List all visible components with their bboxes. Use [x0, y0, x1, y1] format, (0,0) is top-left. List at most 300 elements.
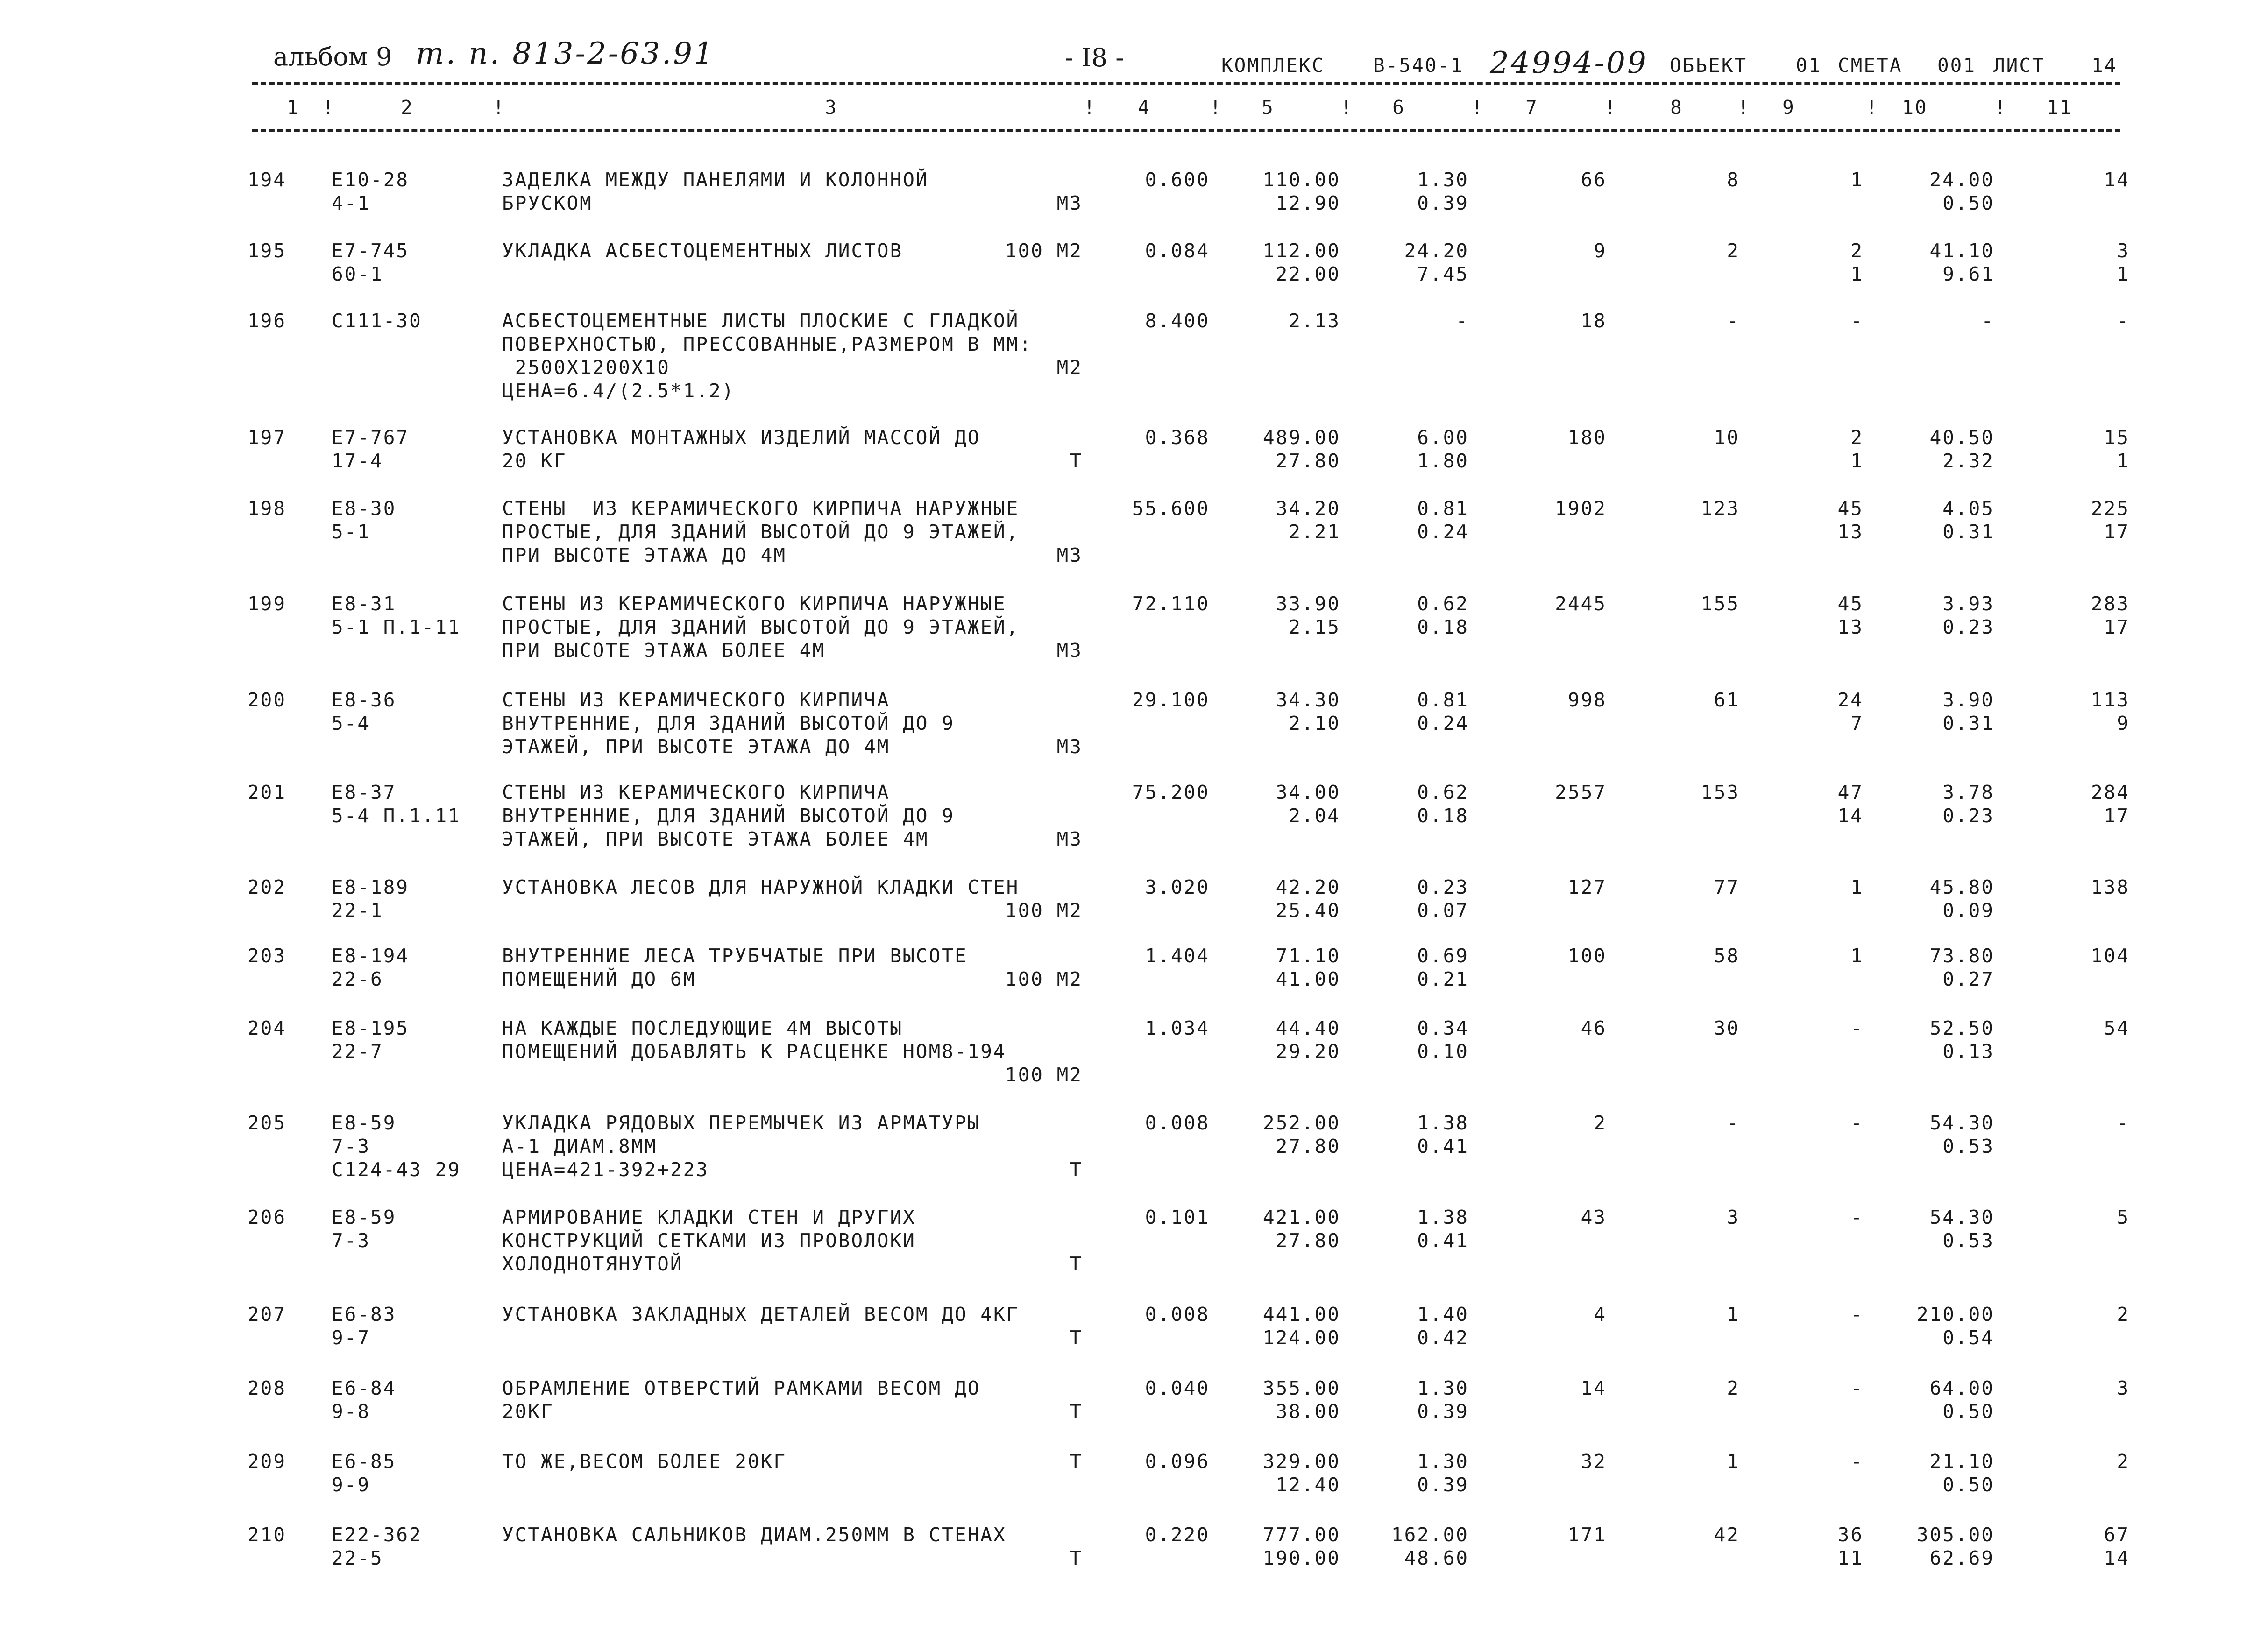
value-c9: 14: [1837, 804, 1864, 827]
column-number: 2: [401, 96, 414, 119]
estimate-number: 001: [1937, 54, 1977, 77]
unit-of-measure: М3: [1056, 639, 1083, 662]
norm-code: E8-59: [332, 1206, 397, 1228]
row-number: 206: [248, 1206, 287, 1228]
column-separator: !: [1084, 96, 1097, 119]
value-c10: 64.00: [1929, 1377, 1994, 1399]
norm-code: 9-8: [332, 1400, 371, 1423]
value-c6: 0.18: [1417, 616, 1469, 638]
unit-of-measure: М2: [1056, 356, 1083, 379]
value-c6: 0.41: [1417, 1135, 1469, 1157]
value-c10: 54.30: [1929, 1112, 1994, 1134]
value-c8: 42: [1714, 1524, 1740, 1546]
norm-code: 5-1 П.1-11: [332, 616, 461, 638]
value-c9: 1: [1850, 169, 1864, 191]
norm-code: E8-37: [332, 781, 397, 804]
work-description: ЦЕНА=6.4/(2.5*1.2): [502, 380, 735, 402]
estimate-label: СМЕТА: [1838, 54, 1903, 77]
value-c6: 0.23: [1417, 876, 1469, 898]
value-c10: 54.30: [1929, 1206, 1994, 1228]
unit-of-measure: 100 М2: [1005, 968, 1083, 990]
value-c6: 0.24: [1417, 521, 1469, 543]
value-c11: 54: [2104, 1017, 2130, 1039]
value-c5: 252.00: [1262, 1112, 1340, 1134]
work-description: БРУСКОМ: [502, 192, 593, 214]
value-c10: 0.31: [1942, 712, 1994, 734]
unit-of-measure: Т: [1070, 450, 1083, 472]
value-c11: 5: [2117, 1206, 2130, 1228]
row-number: 200: [248, 689, 287, 711]
value-c5: 2.10: [1289, 712, 1340, 734]
value-c11: 1: [2117, 263, 2130, 285]
norm-code: E6-85: [332, 1450, 397, 1473]
value-c11: -: [2117, 1112, 2130, 1134]
value-c5: 2.04: [1289, 804, 1340, 827]
value-c7: 180: [1567, 426, 1607, 449]
object-number: 01: [1796, 54, 1822, 77]
work-description: УСТАНОВКА САЛЬНИКОВ ДИАМ.250ММ В СТЕНАХ: [502, 1524, 1006, 1546]
value-c9: -: [1850, 310, 1864, 332]
value-c6: 0.18: [1417, 804, 1469, 827]
value-c5: 441.00: [1262, 1303, 1340, 1326]
value-c10: 24.00: [1929, 169, 1994, 191]
value-c6: 1.30: [1417, 169, 1469, 191]
value-c11: 3: [2117, 240, 2130, 262]
object-label: ОБЬЕКТ: [1670, 54, 1748, 77]
work-description: ПРОСТЫЕ, ДЛЯ ЗДАНИЙ ВЫСОТОЙ ДО 9 ЭТАЖЕЙ,: [502, 521, 1020, 543]
row-number: 196: [248, 310, 287, 332]
value-c11: 17: [2104, 521, 2130, 543]
value-c6: 0.41: [1417, 1229, 1469, 1252]
work-description: ПОМЕЩЕНИЙ ДОБАВЛЯТЬ К РАСЦЕНКЕ НОМ8-194: [502, 1040, 1006, 1063]
value-c10: 0.27: [1942, 968, 1994, 990]
value-c6: 0.34: [1417, 1017, 1469, 1039]
value-c8: -: [1727, 1112, 1740, 1134]
value-c8: 153: [1701, 781, 1740, 804]
value-c9: -: [1850, 1112, 1864, 1134]
work-description: ЭТАЖЕЙ, ПРИ ВЫСОТЕ ЭТАЖА ДО 4М: [502, 735, 890, 758]
work-description: КОНСТРУКЦИЙ СЕТКАМИ ИЗ ПРОВОЛОКИ: [502, 1229, 916, 1252]
work-description: А-1 ДИАМ.8ММ: [502, 1135, 658, 1157]
quantity: 1.034: [1145, 1017, 1210, 1039]
value-c5: 355.00: [1262, 1377, 1340, 1399]
value-c8: -: [1727, 310, 1740, 332]
value-c7: 66: [1581, 169, 1607, 191]
value-c6: 0.81: [1417, 497, 1469, 520]
work-description: СТЕНЫ ИЗ КЕРАМИЧЕСКОГО КИРПИЧА: [502, 781, 890, 804]
value-c5: 44.40: [1276, 1017, 1340, 1039]
column-number: 8: [1670, 96, 1683, 119]
value-c5: 124.00: [1262, 1326, 1340, 1349]
quantity: 0.600: [1145, 169, 1210, 191]
norm-code: C124-43 29: [332, 1158, 461, 1181]
value-c10: 73.80: [1929, 945, 1994, 967]
value-c11: 284: [2091, 781, 2130, 804]
value-c8: 1: [1727, 1303, 1740, 1326]
unit-of-measure: Т: [1070, 1400, 1083, 1423]
unit-of-measure: М3: [1056, 544, 1083, 566]
value-c5: 12.90: [1276, 192, 1340, 214]
work-description: ВНУТРЕННИЕ, ДЛЯ ЗДАНИЙ ВЫСОТОЙ ДО 9: [502, 712, 955, 734]
norm-code: 22-5: [332, 1547, 383, 1569]
value-c11: 3: [2117, 1377, 2130, 1399]
value-c11: 225: [2091, 497, 2130, 520]
value-c11: 17: [2104, 616, 2130, 638]
norm-code: 5-4: [332, 712, 371, 734]
value-c11: 14: [2104, 1547, 2130, 1569]
value-c8: 155: [1701, 593, 1740, 615]
value-c6: 0.62: [1417, 781, 1469, 804]
unit-of-measure: Т: [1070, 1253, 1083, 1275]
value-c10: 0.23: [1942, 804, 1994, 827]
row-number: 202: [248, 876, 287, 898]
value-c7: 18: [1581, 310, 1607, 332]
handwritten-code: 24994-09: [1490, 46, 1648, 80]
value-c10: 4.05: [1942, 497, 1994, 520]
value-c8: 30: [1714, 1017, 1740, 1039]
work-description: ПОМЕЩЕНИЙ ДО 6М: [502, 968, 696, 990]
value-c10: 0.31: [1942, 521, 1994, 543]
value-c7: 2: [1594, 1112, 1607, 1134]
value-c9: 13: [1837, 616, 1864, 638]
norm-code: 5-1: [332, 521, 371, 543]
value-c6: 0.24: [1417, 712, 1469, 734]
value-c7: 998: [1567, 689, 1607, 711]
unit-of-measure: Т: [1070, 1326, 1083, 1349]
value-c5: 27.80: [1276, 1229, 1340, 1252]
sheet-number: 14: [2091, 54, 2118, 77]
value-c5: 34.00: [1276, 781, 1340, 804]
value-c8: 77: [1714, 876, 1740, 898]
value-c9: 45: [1837, 593, 1864, 615]
work-description: ХОЛОДНОТЯНУТОЙ: [502, 1253, 683, 1275]
value-c6: 48.60: [1404, 1547, 1469, 1569]
value-c6: 1.80: [1417, 450, 1469, 472]
row-number: 195: [248, 240, 287, 262]
work-description: 20КГ: [502, 1400, 554, 1423]
value-c6: 1.38: [1417, 1206, 1469, 1228]
quantity: 0.008: [1145, 1303, 1210, 1326]
value-c5: 110.00: [1262, 169, 1340, 191]
value-c9: 2: [1850, 240, 1864, 262]
value-c10: 0.50: [1942, 1474, 1994, 1496]
value-c9: -: [1850, 1450, 1864, 1473]
work-description: УСТАНОВКА ЗАКЛАДНЫХ ДЕТАЛЕЙ ВЕСОМ ДО 4КГ: [502, 1303, 1020, 1326]
column-number: 7: [1525, 96, 1538, 119]
norm-code: E6-83: [332, 1303, 397, 1326]
value-c7: 9: [1594, 240, 1607, 262]
norm-code: 22-6: [332, 968, 383, 990]
work-description: УКЛАДКА РЯДОВЫХ ПЕРЕМЫЧЕК ИЗ АРМАТУРЫ: [502, 1112, 981, 1134]
quantity: 0.220: [1145, 1524, 1210, 1546]
value-c10: 0.23: [1942, 616, 1994, 638]
value-c11: 1: [2117, 450, 2130, 472]
norm-code: 7-3: [332, 1229, 371, 1252]
norm-code: E10-28: [332, 169, 410, 191]
value-c5: 29.20: [1276, 1040, 1340, 1063]
value-c10: 0.50: [1942, 1400, 1994, 1423]
value-c9: 1: [1850, 945, 1864, 967]
row-number: 209: [248, 1450, 287, 1473]
unit-of-measure: М3: [1056, 192, 1083, 214]
row-number: 204: [248, 1017, 287, 1039]
value-c6: 1.38: [1417, 1112, 1469, 1134]
norm-code: E8-59: [332, 1112, 397, 1134]
quantity: 29.100: [1132, 689, 1210, 711]
value-c6: 24.20: [1404, 240, 1469, 262]
value-c11: 113: [2091, 689, 2130, 711]
unit-of-measure: М3: [1056, 735, 1083, 758]
norm-code: 17-4: [332, 450, 383, 472]
value-c9: 2: [1850, 426, 1864, 449]
value-c5: 71.10: [1276, 945, 1340, 967]
value-c10: 45.80: [1929, 876, 1994, 898]
norm-code: E8-189: [332, 876, 410, 898]
value-c5: 489.00: [1262, 426, 1340, 449]
norm-code: E8-30: [332, 497, 397, 520]
column-number: 5: [1262, 96, 1275, 119]
value-c9: 45: [1837, 497, 1864, 520]
value-c6: 0.69: [1417, 945, 1469, 967]
norm-code: E22-362: [332, 1524, 422, 1546]
column-number: 1: [287, 96, 300, 119]
value-c10: 52.50: [1929, 1017, 1994, 1039]
work-description: ВНУТРЕННИЕ ЛЕСА ТРУБЧАТЫЕ ПРИ ВЫСОТЕ: [502, 945, 968, 967]
value-c9: 36: [1837, 1524, 1864, 1546]
value-c5: 38.00: [1276, 1400, 1340, 1423]
value-c7: 46: [1581, 1017, 1607, 1039]
value-c6: 0.39: [1417, 1400, 1469, 1423]
norm-code: E8-36: [332, 689, 397, 711]
norm-code: 22-7: [332, 1040, 383, 1063]
value-c11: 2: [2117, 1303, 2130, 1326]
value-c8: 8: [1727, 169, 1740, 191]
norm-code: 9-7: [332, 1326, 371, 1349]
value-c10: 0.54: [1942, 1326, 1994, 1349]
work-description: АРМИРОВАНИЕ КЛАДКИ СТЕН И ДРУГИХ: [502, 1206, 916, 1228]
quantity: 75.200: [1132, 781, 1210, 804]
value-c6: 0.21: [1417, 968, 1469, 990]
unit-of-measure: 100 М2: [1005, 1064, 1083, 1086]
work-description: ПОВЕРХНОСТЬЮ, ПРЕССОВАННЫЕ,РАЗМЕРОМ В ММ:: [502, 333, 1033, 355]
value-c9: 24: [1837, 689, 1864, 711]
value-c5: 2.15: [1289, 616, 1340, 638]
unit-of-measure: 100 М2: [1005, 240, 1083, 262]
value-c11: 9: [2117, 712, 2130, 734]
value-c10: 0.53: [1942, 1135, 1994, 1157]
value-c6: -: [1456, 310, 1469, 332]
value-c8: 123: [1701, 497, 1740, 520]
value-c8: 1: [1727, 1450, 1740, 1473]
value-c8: 58: [1714, 945, 1740, 967]
value-c10: 2.32: [1942, 450, 1994, 472]
value-c10: 3.90: [1942, 689, 1994, 711]
value-c6: 0.42: [1417, 1326, 1469, 1349]
value-c10: 21.10: [1929, 1450, 1994, 1473]
value-c6: 1.40: [1417, 1303, 1469, 1326]
quantity: 0.368: [1145, 426, 1210, 449]
value-c5: 27.80: [1276, 1135, 1340, 1157]
row-number: 207: [248, 1303, 287, 1326]
value-c10: 62.69: [1929, 1547, 1994, 1569]
project-number: т. п. 813-2-63.91: [416, 36, 715, 71]
row-number: 205: [248, 1112, 287, 1134]
work-description: ПРИ ВЫСОТЕ ЭТАЖА ДО 4М: [502, 544, 787, 566]
page-number: - I8 -: [1065, 43, 1124, 72]
column-number: 4: [1138, 96, 1151, 119]
value-c7: 4: [1594, 1303, 1607, 1326]
value-c10: 305.00: [1916, 1524, 1994, 1546]
complex-code: В-540-1: [1373, 54, 1464, 77]
work-description: УСТАНОВКА МОНТАЖНЫХ ИЗДЕЛИЙ МАССОЙ ДО: [502, 426, 981, 449]
value-c5: 41.00: [1276, 968, 1340, 990]
value-c9: 1: [1850, 876, 1864, 898]
value-c7: 14: [1581, 1377, 1607, 1399]
row-number: 198: [248, 497, 287, 520]
value-c9: -: [1850, 1017, 1864, 1039]
quantity: 55.600: [1132, 497, 1210, 520]
quantity: 0.040: [1145, 1377, 1210, 1399]
value-c8: 10: [1714, 426, 1740, 449]
row-number: 199: [248, 593, 287, 615]
value-c11: 2: [2117, 1450, 2130, 1473]
quantity: 8.400: [1145, 310, 1210, 332]
value-c10: 9.61: [1942, 263, 1994, 285]
work-description: СТЕНЫ ИЗ КЕРАМИЧЕСКОГО КИРПИЧА: [502, 689, 890, 711]
value-c10: 40.50: [1929, 426, 1994, 449]
header-rule-top: [252, 82, 2120, 85]
value-c5: 27.80: [1276, 450, 1340, 472]
value-c11: 67: [2104, 1524, 2130, 1546]
norm-code: E8-195: [332, 1017, 410, 1039]
value-c6: 0.39: [1417, 192, 1469, 214]
work-description: 2500Х1200Х10: [502, 356, 670, 379]
work-description: АСБЕСТОЦЕМЕНТНЫЕ ЛИСТЫ ПЛОСКИЕ С ГЛАДКОЙ: [502, 310, 1020, 332]
norm-code: 4-1: [332, 192, 371, 214]
work-description: 20 КГ: [502, 450, 567, 472]
value-c10: 0.13: [1942, 1040, 1994, 1063]
value-c5: 2.21: [1289, 521, 1340, 543]
row-number: 197: [248, 426, 287, 449]
value-c10: 0.53: [1942, 1229, 1994, 1252]
quantity: 0.008: [1145, 1112, 1210, 1134]
quantity: 3.020: [1145, 876, 1210, 898]
norm-code: E7-745: [332, 240, 410, 262]
value-c7: 2445: [1555, 593, 1607, 615]
work-description: ПРИ ВЫСОТЕ ЭТАЖА БОЛЕЕ 4М: [502, 639, 826, 662]
value-c10: -: [1981, 310, 1994, 332]
value-c10: 0.09: [1942, 899, 1994, 922]
value-c5: 34.30: [1276, 689, 1340, 711]
value-c5: 42.20: [1276, 876, 1340, 898]
norm-code: E7-767: [332, 426, 410, 449]
value-c6: 1.30: [1417, 1450, 1469, 1473]
norm-code: 9-9: [332, 1474, 371, 1496]
value-c9: 47: [1837, 781, 1864, 804]
value-c11: 138: [2091, 876, 2130, 898]
album-label: альбом 9: [273, 42, 392, 71]
column-separator: !: [1604, 96, 1617, 119]
norm-code: 7-3: [332, 1135, 371, 1157]
value-c6: 0.81: [1417, 689, 1469, 711]
work-description: ЗАДЕЛКА МЕЖДУ ПАНЕЛЯМИ И КОЛОННОЙ: [502, 169, 929, 191]
norm-code: 22-1: [332, 899, 383, 922]
norm-code: E8-31: [332, 593, 397, 615]
value-c5: 25.40: [1276, 899, 1340, 922]
value-c10: 210.00: [1916, 1303, 1994, 1326]
work-description: ОБРАМЛЕНИЕ ОТВЕРСТИЙ РАМКАМИ ВЕСОМ ДО: [502, 1377, 981, 1399]
work-description: ЦЕНА=421-392+223: [502, 1158, 709, 1181]
row-number: 194: [248, 169, 287, 191]
value-c11: 104: [2091, 945, 2130, 967]
value-c6: 162.00: [1391, 1524, 1469, 1546]
norm-code: C111-30: [332, 310, 422, 332]
value-c9: -: [1850, 1303, 1864, 1326]
unit-of-measure: М3: [1056, 828, 1083, 850]
header-rule-bottom: [252, 129, 2120, 132]
quantity: 0.101: [1145, 1206, 1210, 1228]
unit-of-measure: Т: [1070, 1547, 1083, 1569]
work-description: ВНУТРЕННИЕ, ДЛЯ ЗДАНИЙ ВЫСОТОЙ ДО 9: [502, 804, 955, 827]
column-separator: !: [1994, 96, 2007, 119]
column-number: 3: [825, 96, 838, 119]
column-number: 10: [1902, 96, 1928, 119]
unit-of-measure: Т: [1070, 1158, 1083, 1181]
value-c6: 6.00: [1417, 426, 1469, 449]
value-c11: 15: [2104, 426, 2130, 449]
quantity: 72.110: [1132, 593, 1210, 615]
value-c5: 33.90: [1276, 593, 1340, 615]
value-c11: 17: [2104, 804, 2130, 827]
value-c9: 1: [1850, 263, 1864, 285]
value-c5: 329.00: [1262, 1450, 1340, 1473]
value-c6: 0.62: [1417, 593, 1469, 615]
value-c9: -: [1850, 1377, 1864, 1399]
value-c5: 22.00: [1276, 263, 1340, 285]
value-c11: 14: [2104, 169, 2130, 191]
value-c10: 3.78: [1942, 781, 1994, 804]
work-description: СТЕНЫ ИЗ КЕРАМИЧЕСКОГО КИРПИЧА НАРУЖНЫЕ: [502, 497, 1020, 520]
value-c10: 3.93: [1942, 593, 1994, 615]
quantity: 0.084: [1145, 240, 1210, 262]
value-c6: 7.45: [1417, 263, 1469, 285]
value-c9: 13: [1837, 521, 1864, 543]
row-number: 201: [248, 781, 287, 804]
value-c10: 0.50: [1942, 192, 1994, 214]
work-description: УСТАНОВКА ЛЕСОВ ДЛЯ НАРУЖНОЙ КЛАДКИ СТЕН: [502, 876, 1020, 898]
column-separator: !: [322, 96, 335, 119]
work-description: ЭТАЖЕЙ, ПРИ ВЫСОТЕ ЭТАЖА БОЛЕЕ 4М: [502, 828, 929, 850]
value-c5: 421.00: [1262, 1206, 1340, 1228]
column-separator: !: [493, 96, 506, 119]
value-c7: 43: [1581, 1206, 1607, 1228]
unit-of-measure: 100 М2: [1005, 899, 1083, 922]
value-c7: 1902: [1555, 497, 1607, 520]
norm-code: 60-1: [332, 263, 383, 285]
work-description: УКЛАДКА АСБЕСТОЦЕМЕНТНЫХ ЛИСТОВ: [502, 240, 903, 262]
value-c5: 777.00: [1262, 1524, 1340, 1546]
column-separator: !: [1737, 96, 1751, 119]
value-c5: 12.40: [1276, 1474, 1340, 1496]
row-number: 210: [248, 1524, 287, 1546]
norm-code: E6-84: [332, 1377, 397, 1399]
row-number: 203: [248, 945, 287, 967]
work-description: СТЕНЫ ИЗ КЕРАМИЧЕСКОГО КИРПИЧА НАРУЖНЫЕ: [502, 593, 1006, 615]
column-number: 11: [2047, 96, 2073, 119]
complex-label: КОМПЛЕКС: [1221, 54, 1325, 77]
row-number: 208: [248, 1377, 287, 1399]
value-c7: 171: [1567, 1524, 1607, 1546]
